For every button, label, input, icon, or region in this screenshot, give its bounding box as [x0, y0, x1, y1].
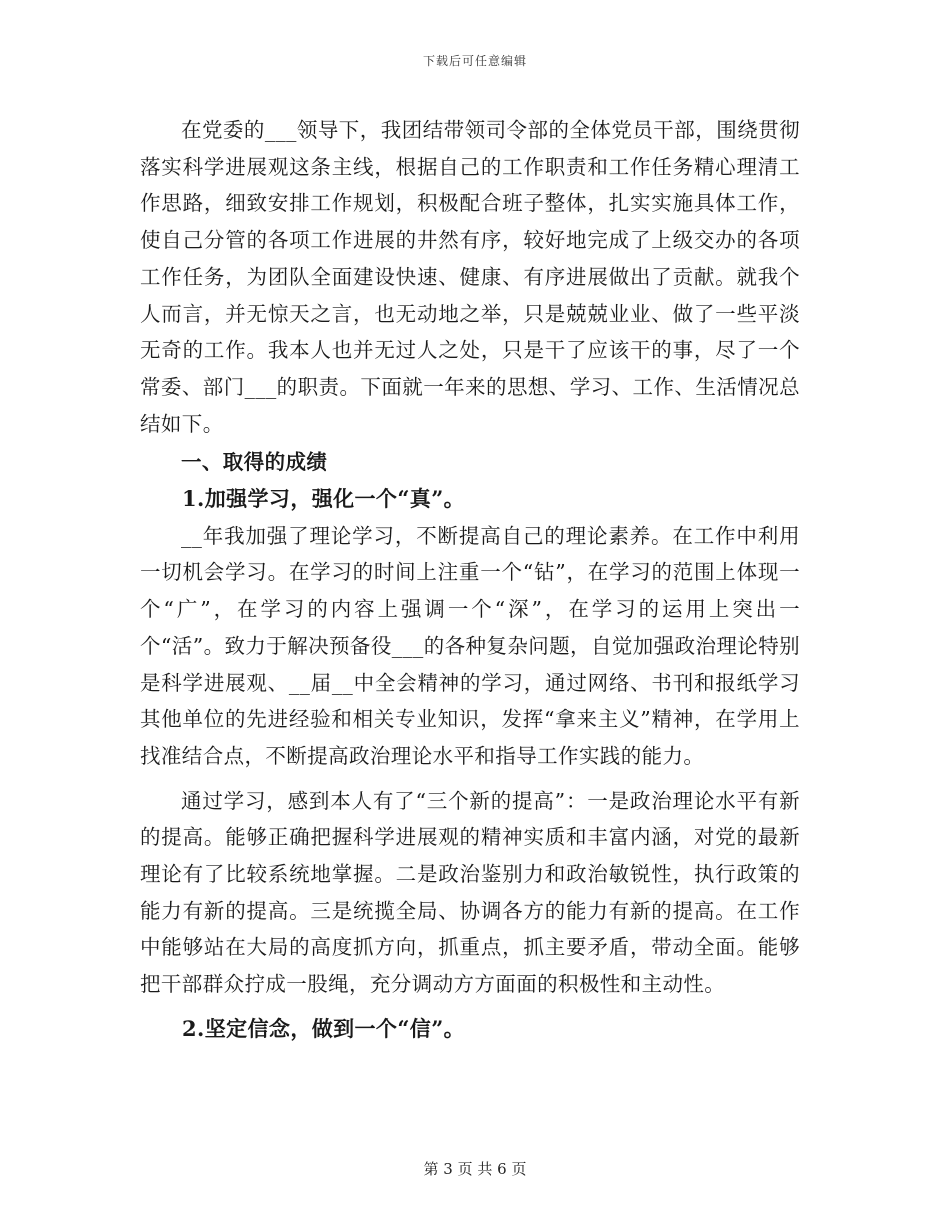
- study-paragraph: __年我加强了理论学习，不断提高自己的理论素养。在工作中利用一切机会学习。在学习的时间上注重一个“钻”，在学习的范围上体现一个“广”，在学习的内容上强调一个“深”，在学习的运用上突出一个“活”。致力于解决预备役___的各种复杂问题，自觉加强政治理论特别是科学进展观、__届__中全会精神的学习，通过网络、书刊和报纸学习其他单位的先进经验和相关专业知识，发挥“拿来主义”精神，在学用上找准结合点，不断提高政治理论水平和指导工作实践的能力。: [140, 523, 800, 768]
- subsection-heading-study: 1.加强学习，强化一个“真”。: [182, 486, 466, 512]
- page-header: 下载后可任意编辑: [422, 54, 527, 68]
- paragraph-spacer: [140, 775, 800, 783]
- intro-paragraph: 在党委的___领导下，我团结带领司令部的全体党员干部，围绕贯彻落实科学进展观这条主线，根据自己的工作职责和工作任务精心理清工作思路，细致安排工作规划，积极配合班子整体，扎实实施具体工作，使自己分管的各项工作进展的井然有序，较好地完成了上级交办的各项工作任务，为团队全面建设快速、健康、有序进展做出了贡献。就我个人而言，并无惊天之言，也无动地之举，只是兢兢业业、做了一些平淡无奇的工作。我本人也并无过人之处，只是干了应该干的事，尽了一个常委、部门___的职责。下面就一年来的思想、学习、工作、生活情况总结如下。: [140, 118, 800, 436]
- subsection-heading-belief: 2.坚定信念，做到一个“信”。: [182, 1015, 466, 1041]
- paragraph-spacer: [140, 1003, 800, 1011]
- section-heading-achievements: 一、取得的成绩: [181, 450, 328, 475]
- document-body: [140, 112, 800, 1048]
- page-footer: 第 3 页 共 6 页: [423, 1160, 527, 1178]
- improvements-paragraph: 通过学习，感到本人有了“三个新的提高”：一是政治理论水平有新的提高。能够正确把握科学进展观的精神实质和丰富内涵，对党的最新理论有了比较系统地掌握。二是政治鉴别力和政治敏锐性，执行政策的能力有新的提高。三是统揽全局、协调各方的能力有新的提高。在工作中能够站在大局的高度抓方向，抓重点，抓主要矛盾，带动全面。能够把干部群众拧成一股绳，充分调动方方面面的积极性和主动性。: [140, 788, 800, 997]
